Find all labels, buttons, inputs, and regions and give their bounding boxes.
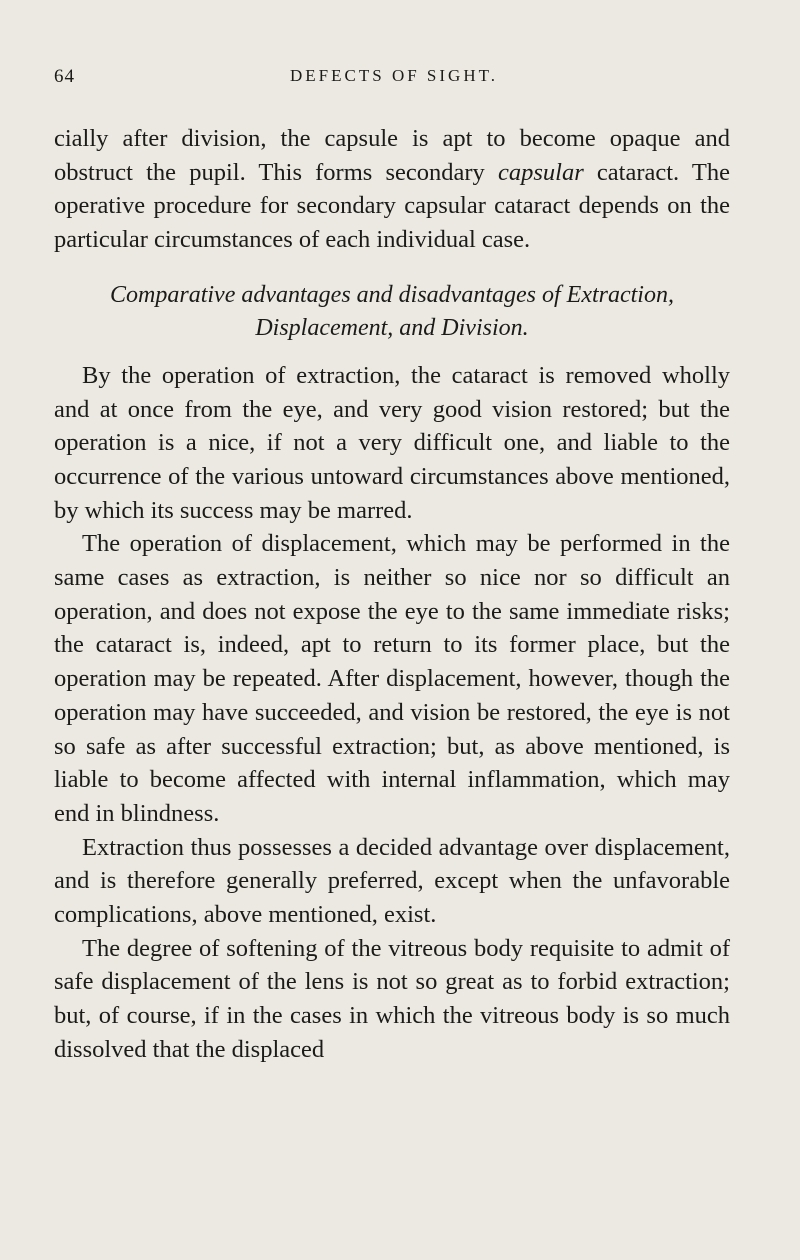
body-text <box>54 122 730 1067</box>
paragraph-text: cially after division, the capsule is apt to become opaque and obstruct the pupil. This forms secondary <box>54 125 730 186</box>
paragraph: By the operation of extraction, the cataract is removed wholly and at once from the eye, and very good vision restored; but the operation is a nice, if not a very difficult one, and liable to the occurrence of the various untoward circumstances above mentioned, by which its success may be marred. <box>54 361 730 524</box>
running-title: DEFECTS OF SIGHT. <box>290 66 498 85</box>
paragraph: The degree of softening of the vitreous body requisite to admit of safe displacement of the lens is not so great as to forbid extraction; but, of course, if in the cases in which the vitreous body is so much dissolved that the displaced <box>54 934 730 1063</box>
section-heading <box>54 279 730 345</box>
emphasized-term: capsular <box>497 158 584 186</box>
paragraph-text: cataract. The operative procedure for secondary capsular cataract depends on the particular circumstances of each individual case. <box>54 158 730 254</box>
paragraph-continuation <box>54 122 730 257</box>
section-heading-line: Comparative advantages and disadvantages of Extraction, <box>110 281 674 308</box>
section-heading-line: Displacement, and Division. <box>255 314 529 341</box>
page-header <box>54 66 734 96</box>
page-number: 64 <box>54 66 75 87</box>
paragraph: Extraction thus possesses a decided advantage over displacement, and is therefore generally preferred, except when the unfavorable complications, above mentioned, exist. <box>54 833 730 929</box>
paragraph: The operation of displacement, which may be performed in the same cases as extraction, is neither so nice nor so difficult an operation, and does not expose the eye to the same immediate risks; the cataract is, indeed, apt to return to its former place, but the operation may be repeated. After displacement, however, though the operation may have succeeded, and vision be restored, the eye is not so safe as after successful extraction; but, as above mentioned, is liable to become affected with internal inflammation, which may end in blindness. <box>54 530 730 827</box>
